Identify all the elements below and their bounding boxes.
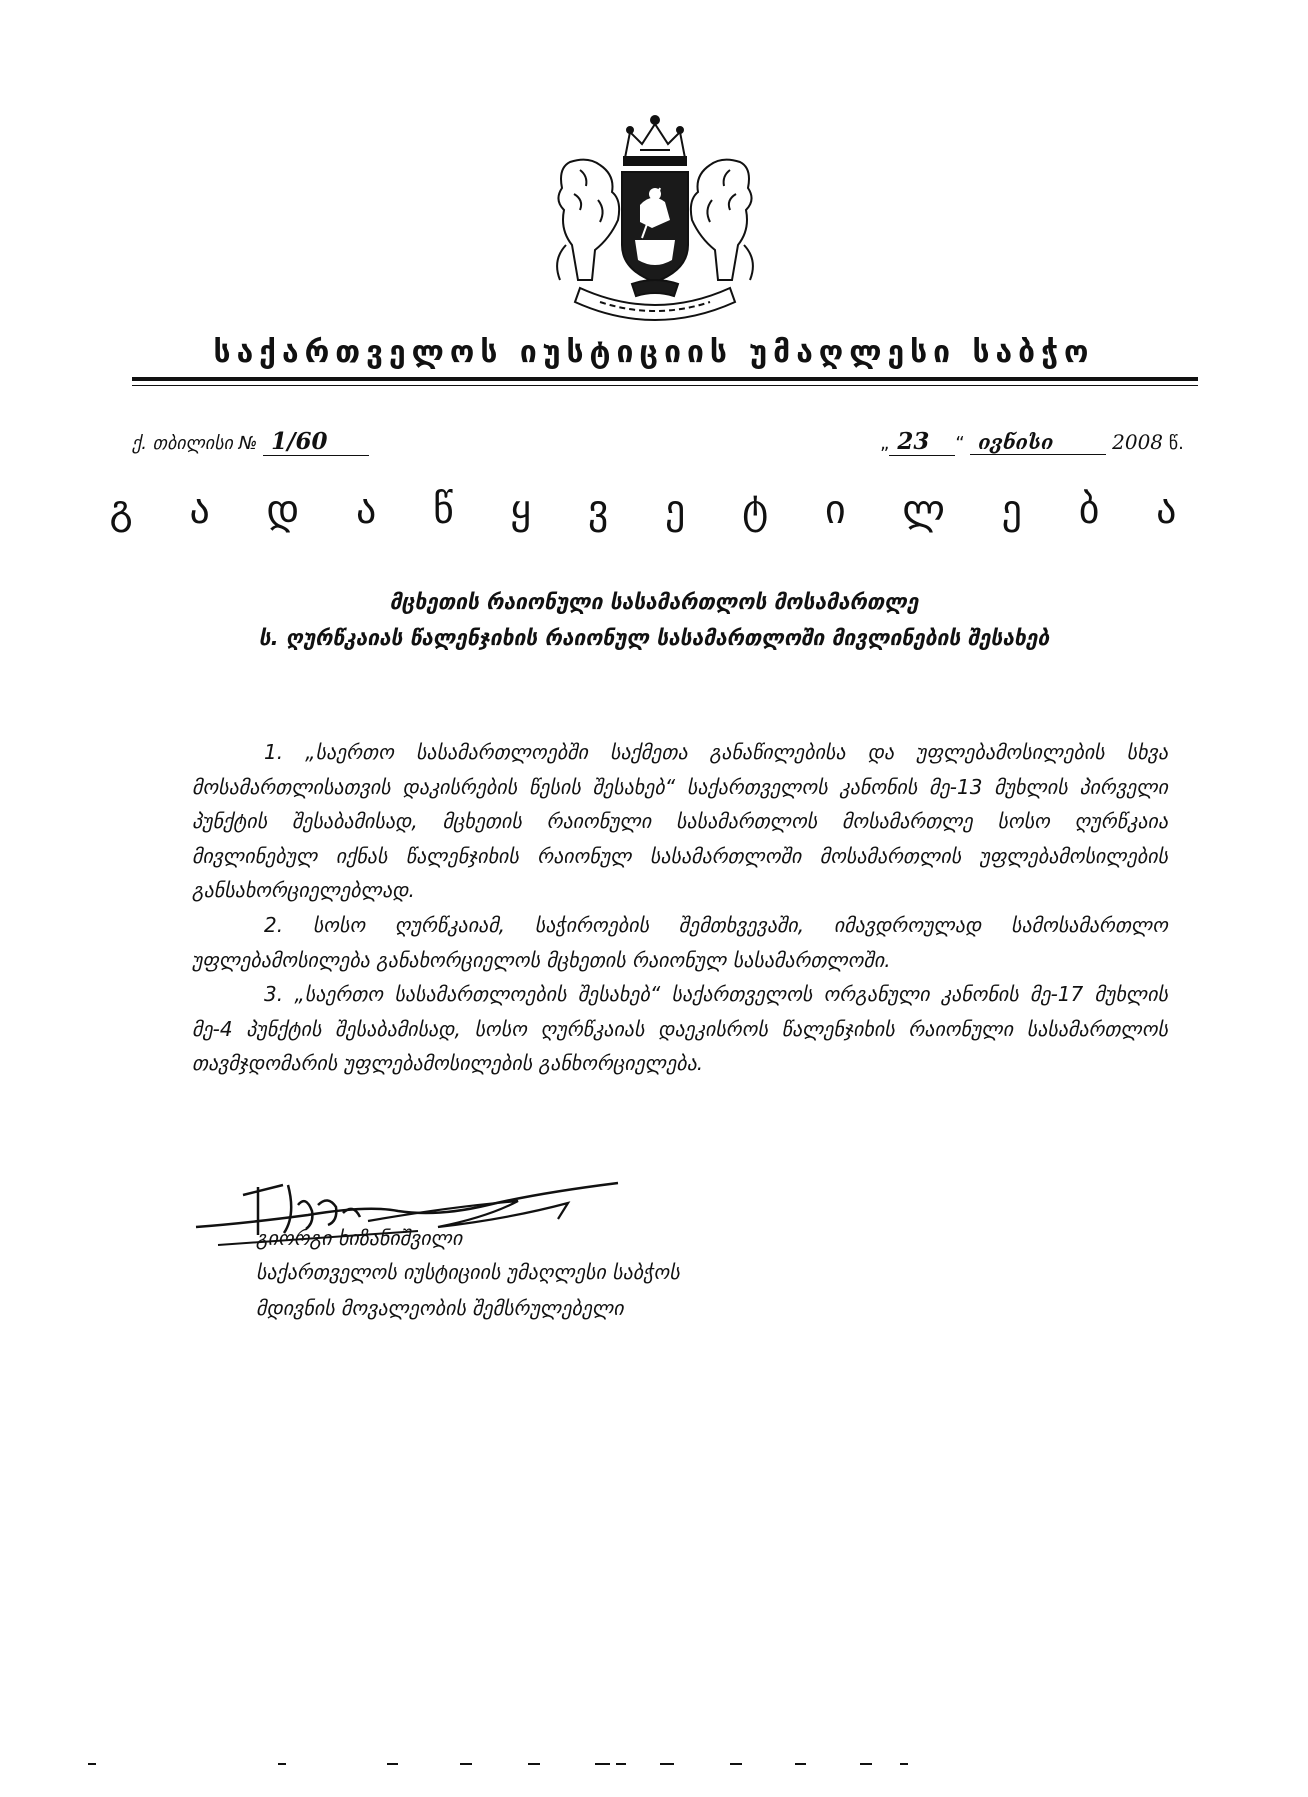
date-year-suffix: წ. — [1168, 433, 1184, 454]
date-quote-open: „ — [880, 433, 890, 454]
signatory-name: გიორგი ხიზანიშვილი — [256, 1226, 463, 1250]
date-day: 23 — [889, 428, 955, 456]
body-paragraph-3: 3. „საერთო სასამართლოების შესახებ“ საქართველოს ორგანული კანონის მე-17 მუხლის მე-4 პუნქტის შესაბამისად, სოსო ღურწკაიას დაეკისროს წალენჯიხის რაიონული სასამართლოს თავმჯდომარის უფლებამოსილების განხორციელება. — [192, 982, 1168, 1076]
subject-line-1: მცხეთის რაიონული სასამართლოს მოსამართლე — [389, 590, 919, 614]
header-divider-thick — [132, 377, 1198, 381]
date-quote-close: “ — [955, 433, 965, 454]
scan-edge-dashes — [60, 1758, 1260, 1770]
institution-header: საქართველოს იუსტიციის უმაღლესი საბჭო — [213, 335, 1095, 370]
signatory-title-line-1: საქართველოს იუსტიციის უმაღლესი საბჭოს — [256, 1260, 680, 1284]
motto-ribbon-icon — [575, 280, 735, 320]
signatory-title-line-2: მდივნის მოვალეობის შემსრულებელი — [256, 1296, 624, 1320]
place-number-line — [132, 428, 369, 456]
body-paragraph-1: 1. „საერთო სასამართლოებში საქმეთა განაწილებისა და უფლებამოსილების სხვა მოსამართლისათვის დაკისრების წესის შესახებ“ საქართველოს კანონის მე-13 მუხლის პირველი პუნქტის შესაბამისად, მცხეთის რაიონული სასამართლოს მოსამართლე სოსო ღურწკაია მივლინებულ იქნას წალენჯიხის რაიონულ სასამართლოში მოსამართლის უფლებამოსილების განსახორციელებლად. — [192, 740, 1168, 903]
georgia-coat-of-arms-icon — [540, 110, 770, 325]
left-lion-icon — [557, 160, 619, 280]
body-paragraph-2: 2. სოსო ღურწკაიამ, საჭიროების შემთხვევაში, იმავდროულად სამოსამართლო უფლებამოსილება განახორციელოს მცხეთის რაიონულ სასამართლოში. — [192, 912, 1168, 972]
document-number: 1/60 — [263, 428, 369, 456]
shield-icon — [622, 172, 688, 282]
document-body — [192, 735, 1168, 1081]
date-year: 2008 — [1112, 430, 1164, 454]
date-line — [880, 428, 1184, 456]
header-divider-thin — [132, 385, 1198, 386]
document-type-title: გ ა დ ა წ ყ ვ ე ტ ი ლ ე ბ ა — [109, 487, 1199, 533]
subject-line-2: ს. ღურწკაიას წალენჯიხის რაიონულ სასამართლოში მივლინების შესახებ — [258, 626, 1050, 650]
place-prefix: ქ. თბილისი № — [132, 433, 258, 454]
right-lion-icon — [691, 160, 753, 280]
crown-icon — [624, 116, 686, 165]
date-month: ივნისი — [970, 430, 1106, 455]
